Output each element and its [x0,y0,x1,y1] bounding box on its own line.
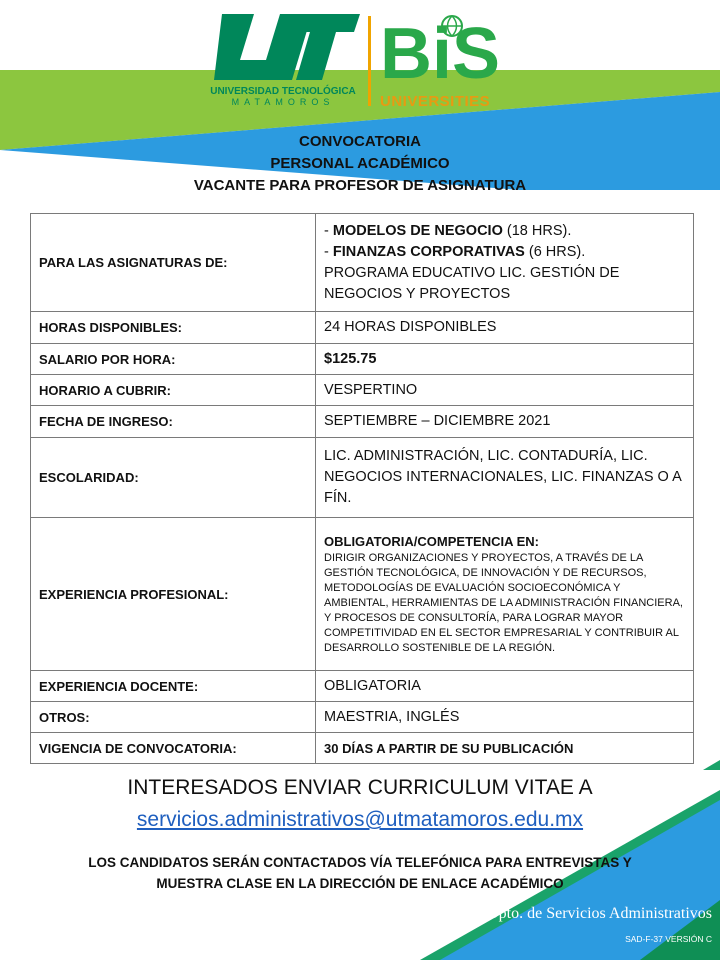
vacancy-table [30,213,694,764]
label-escolaridad: ESCOLARIDAD: [31,438,316,518]
document-code: SAD-F-37 VERSIÓN C [625,934,712,944]
label-experiencia-docente: EXPERIENCIA DOCENTE: [31,671,316,702]
subject-item: - FINANZAS CORPORATIVAS (6 HRS). [324,243,586,260]
ut-logo-line2: MATAMOROS [231,97,335,107]
contact-note [0,852,720,894]
table-row [31,406,694,438]
experience-heading: OBLIGATORIA/COMPETENCIA EN: [324,533,539,549]
table-row [31,344,694,375]
ut-logo-line1: UNIVERSIDAD TECNOLÓGICA [210,86,356,97]
value-experiencia-docente: OBLIGATORIA [316,671,694,702]
value-otros: MAESTRIA, INGLÉS [316,702,694,733]
subject-name: MODELOS DE NEGOCIO [332,222,503,239]
email-link[interactable]: servicios.administrativos@utmatamoros.edu.mx [136,808,584,831]
label-otros: OTROS: [31,702,316,733]
label-horas: HORAS DISPONIBLES: [31,312,316,344]
value-escolaridad: LIC. ADMINISTRACIÓN, LIC. CONTADURÍA, LIC. NEGOCIOS INTERNACIONALES, LIC. FINANZAS O A FÍN. [316,438,694,518]
table-row [31,702,694,733]
logo-divider [368,16,371,106]
label-salario: SALARIO POR HORA: [31,344,316,375]
bis-logo [380,12,520,90]
subject-hours: (18 HRS). [502,222,572,239]
subject-item: - MODELOS DE NEGOCIO (18 HRS). [324,222,572,239]
value-experiencia-profesional [316,518,694,671]
table-row [31,312,694,344]
table-row [31,733,694,764]
bis-logo-caption: UNIVERSITIES [380,93,491,110]
header-logos [200,10,530,114]
subject-name: FINANZAS CORPORATIVAS [332,243,525,260]
title-line3: VACANTE PARA PROFESOR DE ASIGNATURA [193,177,527,194]
subject-hours: (6 HRS). [524,243,586,260]
contact-note-line2: MUESTRA CLASE EN LA DIRECCIÓN DE ENLACE ACADÉMICO [156,876,564,891]
experience-detail: DIRIGIR ORGANIZACIONES Y PROYECTOS, A TRAVÉS DE LA GESTIÓN TECNOLÓGICA, DE INNOVACIÓN Y DE RECURSOS, METODOLOGÍAS DE EVALUACIÓN SOCIOECONÓMICA Y AMBIENTAL, HERRAMIENTAS DE LA ADMINISTRACIÓN FINANCIERA, Y PROCESOS DE CONSULTORÍA, PARA LOGRAR MAYOR COMPETITIVIDAD EN EL SECTOR EMPRESARIAL Y CONTRIBUIR AL DESARROLLO SOSTENIBLE DE LA REGIÓN. [324,551,683,654]
value-asignaturas [316,214,694,312]
label-vigencia: VIGENCIA DE CONVOCATORIA: [31,733,316,764]
title-line1: CONVOCATORIA [299,133,421,150]
table-row [31,214,694,312]
table-row [31,375,694,406]
title-line2: PERSONAL ACADÉMICO [270,155,450,172]
label-experiencia-profesional: EXPERIENCIA PROFESIONAL: [31,518,316,671]
table-row [31,438,694,518]
value-fecha: SEPTIEMBRE – DICIEMBRE 2021 [316,406,694,438]
label-horario: HORARIO A CUBRIR: [31,375,316,406]
value-vigencia: 30 DÍAS A PARTIR DE SU PUBLICACIÓN [316,733,694,764]
value-horas: 24 HORAS DISPONIBLES [316,312,694,344]
contact-note-line1: LOS CANDIDATOS SERÁN CONTACTADOS VÍA TELEFÓNICA PARA ENTREVISTAS Y [88,855,632,870]
value-horario: VESPERTINO [316,375,694,406]
table-row [31,518,694,671]
ut-logo-caption [204,87,362,107]
cta-text: INTERESADOS ENVIAR CURRICULUM VITAE A [127,776,593,799]
program-text: PROGRAMA EDUCATIVO LIC. GESTIÓN DE NEGOCIOS Y PROYECTOS [324,264,620,302]
svg-text:BiS: BiS [380,14,501,90]
label-fecha: FECHA DE INGRESO: [31,406,316,438]
label-asignaturas: PARA LAS ASIGNATURAS DE: [31,214,316,312]
announcement-titles [0,131,720,197]
table-row [31,671,694,702]
department-name: Dpto. de Servicios Administrativos [487,905,712,922]
value-salario: $125.75 [316,344,694,375]
ut-logo [204,10,364,86]
